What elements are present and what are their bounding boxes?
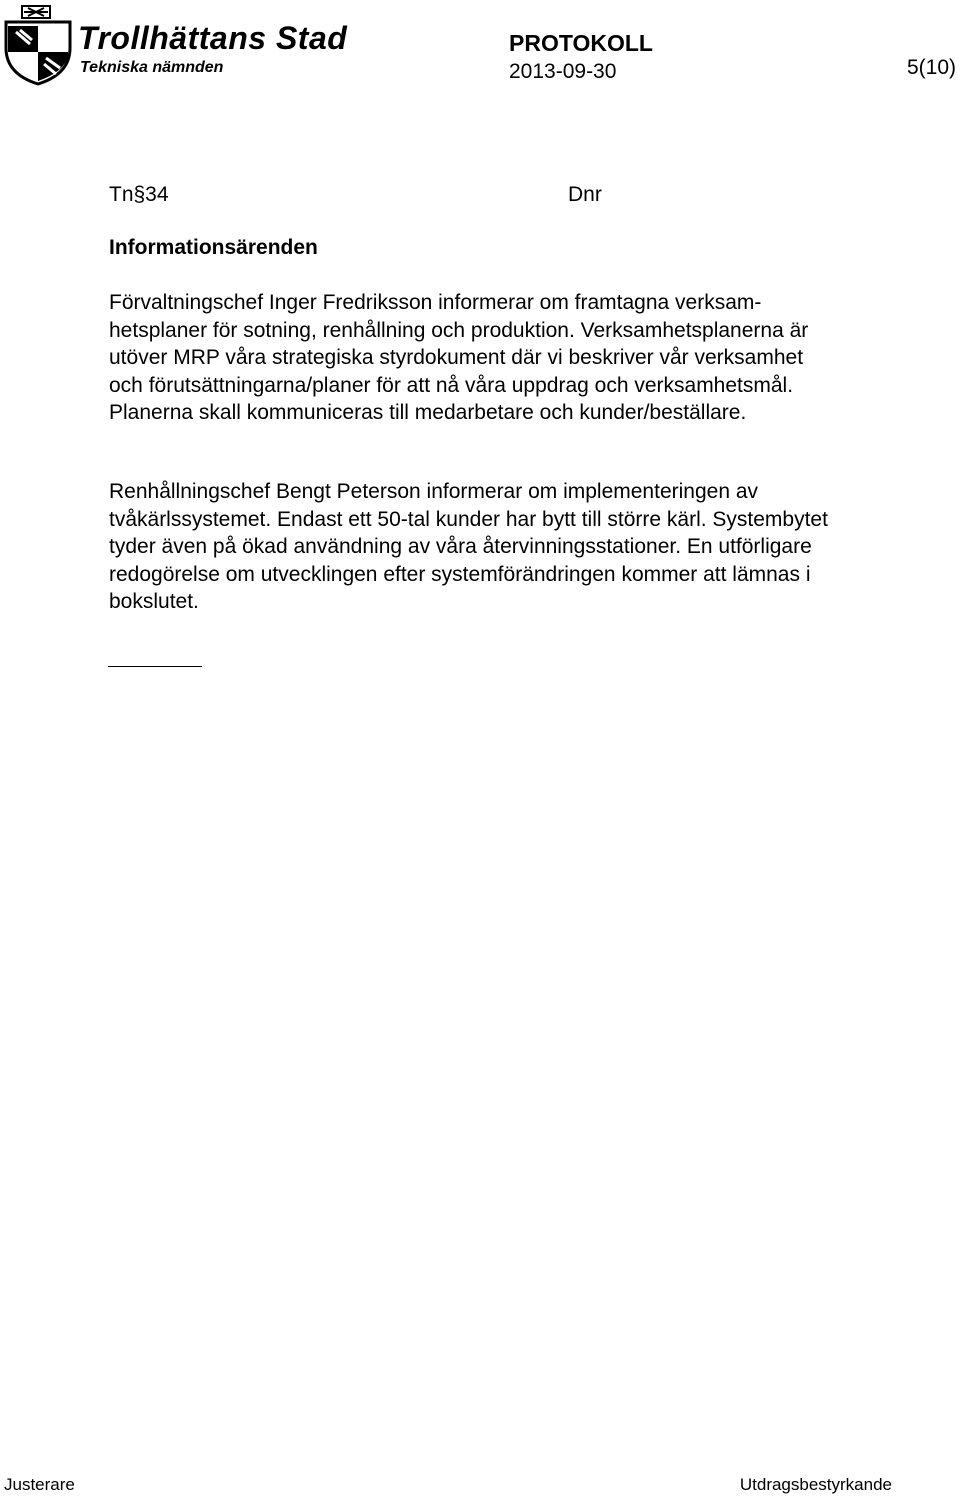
text-line: Förvaltningschef Inger Fredriksson informerar om framtagna verksam-: [109, 291, 762, 314]
footer-utdragsbestyrkande: Utdragsbestyrkande: [739, 1475, 892, 1494]
paragraph-1: [109, 289, 929, 427]
text-line: bokslutet.: [109, 590, 199, 613]
text-line: och förutsättningarna/planer för att nå våra uppdrag och verksamhetsmål.: [109, 373, 794, 397]
document-type: PROTOKOLL: [509, 30, 653, 56]
paragraph-2: [109, 478, 929, 616]
organization-name: Trollhättans Stad: [78, 20, 348, 56]
text-line: redogörelse om utvecklingen efter systemförändringen kommer att lämnas i: [109, 562, 811, 586]
text-line: tyder även på ökad användning av våra återvinningsstationer. En utförligare: [109, 535, 812, 558]
page-number: 5(10): [906, 56, 956, 79]
text-line: tvåkärlssystemet. Endast ett 50-tal kunder har bytt till större kärl. Systembytet: [109, 507, 828, 531]
separator-line: [108, 666, 202, 667]
organization-subtitle: Tekniska nämnden: [80, 59, 224, 76]
coat-of-arms-logo: [2, 4, 74, 86]
text-line: Planerna skall kommuniceras till medarbetare och kunder/beställare.: [109, 401, 747, 424]
section-heading: Informationsärenden: [109, 236, 318, 259]
dnr-label: Dnr: [568, 183, 602, 206]
paragraph-number: Tn§34: [109, 183, 169, 206]
document-date: 2013-09-30: [509, 60, 617, 83]
text-line: Renhållningschef Bengt Peterson informerar om implementeringen av: [109, 480, 759, 503]
text-line: utöver MRP våra strategiska styrdokument där vi beskriver vår verksamhet: [109, 346, 804, 369]
footer-justerare: Justerare: [4, 1475, 75, 1494]
text-line: hetsplaner för sotning, renhållning och produktion. Verksamhetsplanerna är: [109, 318, 809, 342]
